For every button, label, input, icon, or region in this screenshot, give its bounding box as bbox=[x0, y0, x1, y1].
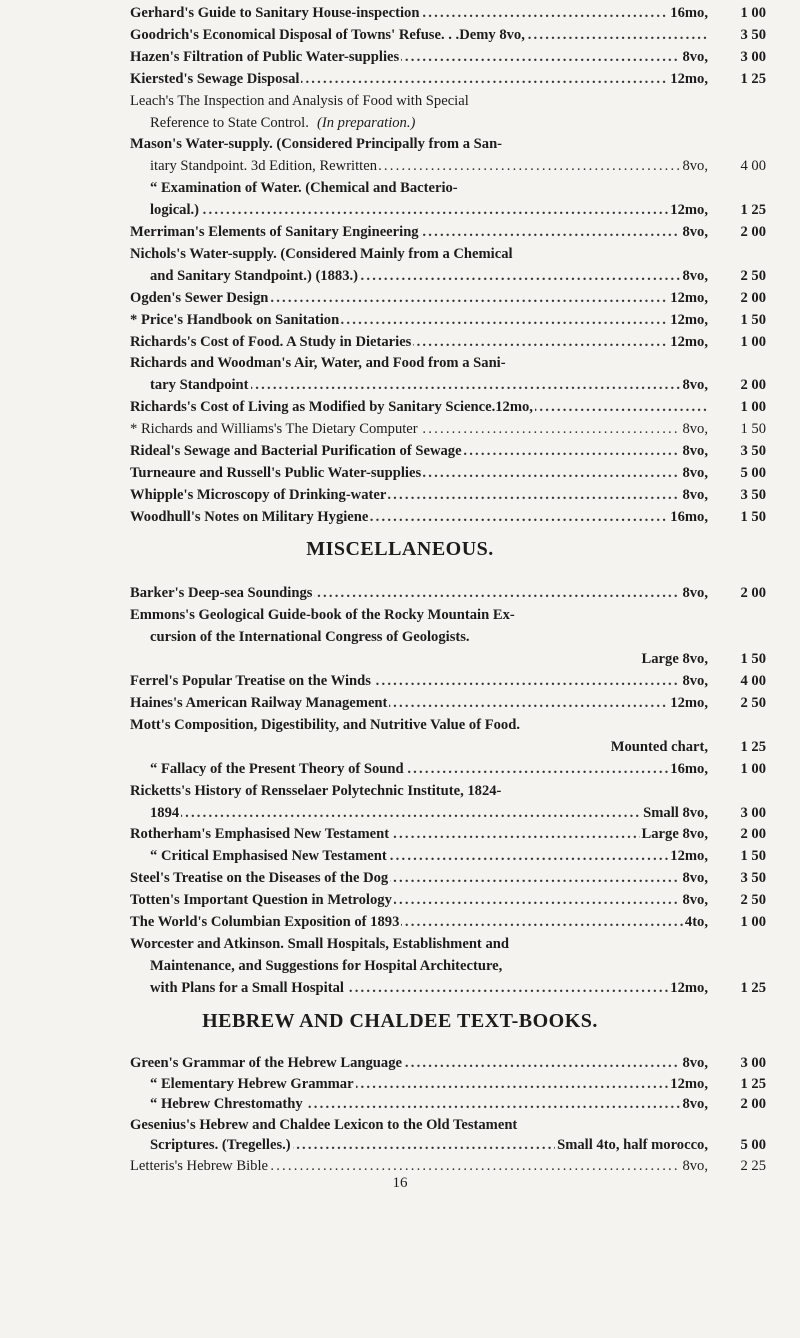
entry-title: itary Standpoint. 3d Edition, Rewritten bbox=[150, 155, 379, 177]
entry-price: 1 50 bbox=[740, 848, 766, 865]
entry-title: logical.) bbox=[150, 199, 201, 221]
catalog-entry bbox=[150, 374, 766, 396]
entry-title: * Price's Handbook on Sanitation bbox=[130, 309, 341, 331]
entry-format: Large 8vo, bbox=[640, 823, 708, 845]
entry-title: 1894 bbox=[150, 802, 181, 824]
entry-price: 5 00 bbox=[740, 464, 766, 481]
catalog-entry bbox=[130, 933, 766, 955]
dot-leader bbox=[150, 199, 708, 221]
entry-price: 1 50 bbox=[740, 508, 766, 525]
catalog-entry bbox=[150, 1134, 766, 1156]
hebrew-chaldee-heading: HEBREW AND CHALDEE TEXT-BOOKS. bbox=[202, 1010, 598, 1032]
entry-price: 4 00 bbox=[740, 158, 766, 175]
catalog-entry bbox=[130, 670, 766, 692]
entry-price: 1 00 bbox=[740, 914, 766, 931]
entry-format: 8vo, bbox=[680, 155, 708, 177]
entry-format: 12mo, bbox=[668, 309, 708, 331]
catalog-entry bbox=[130, 396, 766, 418]
entry-format: 12mo, bbox=[668, 692, 708, 714]
entry-price: 2 00 bbox=[740, 1096, 766, 1112]
entry-price: 5 00 bbox=[740, 1137, 766, 1153]
catalog-entry bbox=[130, 484, 766, 506]
entry-format: 8vo, bbox=[680, 1155, 708, 1177]
catalog-entry bbox=[130, 90, 766, 112]
entry-format: 8vo, bbox=[680, 867, 708, 889]
entry-title: Green's Grammar of the Hebrew Language bbox=[130, 1052, 404, 1074]
entry-title: Mason's Water-supply. (Considered Principally from a San- bbox=[130, 133, 504, 155]
catalog-entry bbox=[130, 68, 766, 90]
catalog-entry bbox=[130, 1114, 766, 1136]
entry-price: 1 25 bbox=[740, 70, 766, 87]
entry-title: Steel's Treatise on the Diseases of the Dog bbox=[130, 867, 390, 889]
entry-format: 8vo, bbox=[680, 440, 708, 462]
entry-format: 8vo, bbox=[680, 374, 708, 396]
entry-price: 2 00 bbox=[740, 585, 766, 601]
entry-format: 8vo, bbox=[680, 889, 708, 911]
catalog-entry bbox=[130, 736, 766, 758]
catalog-entry bbox=[130, 133, 766, 155]
page-number: 16 bbox=[392, 1175, 408, 1191]
catalog-entry bbox=[130, 331, 766, 353]
entry-price: 3 00 bbox=[740, 48, 766, 65]
entry-format: 8vo, bbox=[680, 1052, 708, 1074]
catalog-entry bbox=[130, 462, 766, 484]
entry-title: Gerhard's Guide to Sanitary House-inspection bbox=[130, 2, 421, 24]
entry-price: 1 00 bbox=[740, 5, 766, 21]
catalog-entry bbox=[130, 867, 766, 889]
catalog-entry bbox=[130, 243, 766, 265]
entry-price: 2 50 bbox=[740, 267, 766, 284]
catalog-entry bbox=[150, 155, 766, 177]
entry-title: “ Fallacy of the Present Theory of Sound bbox=[150, 758, 406, 780]
entry-price: 2 50 bbox=[740, 694, 766, 711]
entry-title: Reference to State Control. bbox=[150, 112, 311, 134]
catalog-entry bbox=[150, 265, 766, 287]
entry-title: “ Hebrew Chrestomathy bbox=[150, 1093, 305, 1115]
entry-price: 1 00 bbox=[740, 760, 766, 777]
entry-format: Small 4to, half morocco, bbox=[555, 1134, 708, 1156]
catalog-entry bbox=[130, 582, 766, 604]
entry-title: Leach's The Inspection and Analysis of Food with Special bbox=[130, 90, 471, 112]
entry-format: 8vo, bbox=[680, 484, 708, 506]
entry-title: Goodrich's Economical Disposal of Towns' Refuse. . .Demy 8vo, bbox=[130, 24, 527, 46]
entry-title: with Plans for a Small Hospital bbox=[150, 977, 346, 999]
entry-title: tary Standpoint bbox=[150, 374, 251, 396]
catalog-entry bbox=[130, 780, 766, 802]
catalog-entry bbox=[150, 1073, 766, 1095]
dot-leader bbox=[150, 802, 708, 824]
entry-price: 2 00 bbox=[740, 224, 766, 240]
entry-price: 1 50 bbox=[740, 421, 766, 438]
entry-price: 1 25 bbox=[740, 980, 766, 997]
entry-format: Large 8vo, bbox=[642, 648, 708, 670]
entry-title: Ricketts's History of Rensselaer Polytechnic Institute, 1824- bbox=[130, 780, 503, 802]
entry-format: 8vo, bbox=[680, 582, 708, 604]
catalog-entry bbox=[130, 46, 766, 68]
entry-title: Haines's American Railway Management bbox=[130, 692, 389, 714]
catalog-entry bbox=[150, 758, 766, 780]
catalog-entry bbox=[130, 823, 766, 845]
entry-price: 1 25 bbox=[740, 738, 766, 755]
entry-format: 12mo, bbox=[668, 1073, 708, 1095]
entry-price: 2 50 bbox=[740, 892, 766, 909]
entry-format: 8vo, bbox=[680, 670, 708, 692]
catalog-entry bbox=[130, 221, 766, 243]
entry-format: Mounted chart, bbox=[611, 736, 708, 758]
entry-price: 1 25 bbox=[740, 1075, 766, 1092]
entry-title: Emmons's Geological Guide-book of the Rocky Mountain Ex- bbox=[130, 604, 517, 626]
catalog-entry bbox=[130, 692, 766, 714]
entry-format: 12mo, bbox=[668, 68, 708, 90]
catalog-entry bbox=[130, 1052, 766, 1074]
entry-price: 3 50 bbox=[740, 26, 766, 43]
catalog-entry bbox=[130, 714, 766, 736]
catalog-entry bbox=[150, 977, 766, 999]
catalog-entry bbox=[150, 177, 766, 199]
entry-format: 12mo, bbox=[668, 331, 708, 353]
entry-title: Whipple's Microscopy of Drinking-water bbox=[130, 484, 388, 506]
entry-price: 1 50 bbox=[740, 650, 766, 667]
catalog-entry bbox=[130, 911, 766, 933]
entry-title: Nichols's Water-supply. (Considered Mainly from a Chemical bbox=[130, 243, 515, 265]
catalog-entry bbox=[130, 604, 766, 626]
entry-price: 2 00 bbox=[740, 377, 766, 394]
entry-title: “ Elementary Hebrew Grammar bbox=[150, 1073, 356, 1095]
entry-format: 12mo, bbox=[668, 845, 708, 867]
entry-title: “ Critical Emphasised New Testament bbox=[150, 845, 389, 867]
entry-price: 4 00 bbox=[740, 672, 766, 689]
miscellaneous-heading: MISCELLANEOUS. bbox=[306, 538, 494, 560]
catalog-entry bbox=[150, 845, 766, 867]
entry-price: 3 50 bbox=[740, 486, 766, 503]
catalog-entry bbox=[150, 112, 766, 134]
catalog-entry bbox=[130, 440, 766, 462]
entry-title: Maintenance, and Suggestions for Hospital Architecture, bbox=[150, 955, 504, 977]
catalog-entry bbox=[130, 352, 766, 374]
catalog-entry bbox=[130, 418, 766, 440]
entry-title: Rideal's Sewage and Bacterial Purification of Sewage bbox=[130, 440, 464, 462]
entry-title: Turneaure and Russell's Public Water-supplies bbox=[130, 462, 423, 484]
entry-price: 3 50 bbox=[740, 443, 766, 459]
entry-title: Totten's Important Question in Metrology bbox=[130, 889, 394, 911]
entry-title: Merriman's Elements of Sanitary Engineering bbox=[130, 221, 421, 243]
entry-title: Scriptures. (Tregelles.) bbox=[150, 1134, 293, 1156]
entry-title: Hazen's Filtration of Public Water-supplies bbox=[130, 46, 401, 68]
catalog-entry bbox=[130, 1155, 766, 1177]
catalog-entry bbox=[150, 626, 766, 648]
entry-format: 8vo, bbox=[680, 265, 708, 287]
entry-price: 2 25 bbox=[740, 1157, 766, 1174]
catalog-entry bbox=[150, 955, 766, 977]
entry-price: 2 00 bbox=[740, 289, 766, 306]
entry-note: (In preparation.) bbox=[317, 114, 416, 131]
entry-title: “ Examination of Water. (Chemical and Bacterio- bbox=[150, 177, 460, 199]
entry-format: 16mo, bbox=[668, 758, 708, 780]
entry-title: Worcester and Atkinson. Small Hospitals, Establishment and bbox=[130, 933, 511, 955]
entry-format: 8vo, bbox=[680, 418, 708, 440]
entry-format: 8vo, bbox=[680, 1093, 708, 1115]
catalog-entry bbox=[150, 802, 766, 824]
catalog-entry bbox=[130, 506, 766, 528]
entry-title: Richards's Cost of Food. A Study in Dietaries bbox=[130, 331, 413, 353]
entry-title: cursion of the International Congress of Geologists. bbox=[150, 626, 472, 648]
entry-title: Richards's Cost of Living as Modified by Sanitary Science.12mo, bbox=[130, 396, 535, 418]
entry-title: Barker's Deep-sea Soundings bbox=[130, 582, 314, 604]
catalog-entry bbox=[150, 199, 766, 221]
entry-title: Letteris's Hebrew Bible bbox=[130, 1155, 270, 1177]
entry-format: 12mo, bbox=[668, 199, 708, 221]
catalog-entry bbox=[130, 889, 766, 911]
entry-format: Small 8vo, bbox=[641, 802, 708, 824]
entry-title: Woodhull's Notes on Military Hygiene bbox=[130, 506, 370, 528]
entry-price: 1 25 bbox=[740, 202, 766, 219]
catalog-entry bbox=[130, 287, 766, 309]
catalog-entry bbox=[150, 1093, 766, 1115]
entry-format: 4to, bbox=[683, 911, 708, 933]
entry-title: * Richards and Williams's The Dietary Computer bbox=[130, 418, 420, 440]
entry-title: Mott's Composition, Digestibility, and Nutritive Value of Food. bbox=[130, 714, 522, 736]
entry-price: 1 00 bbox=[740, 399, 766, 416]
entry-price: 3 00 bbox=[740, 804, 766, 821]
entry-title: Kiersted's Sewage Disposal bbox=[130, 68, 301, 90]
entry-format: 12mo, bbox=[668, 977, 708, 999]
entry-format: 12mo, bbox=[668, 287, 708, 309]
entry-format: 8vo, bbox=[680, 46, 708, 68]
entry-title: Rotherham's Emphasised New Testament bbox=[130, 823, 391, 845]
entry-price: 1 50 bbox=[740, 311, 766, 328]
entry-price: 2 00 bbox=[740, 826, 766, 843]
entry-title: Ogden's Sewer Design bbox=[130, 287, 270, 309]
entry-title: Gesenius's Hebrew and Chaldee Lexicon to the Old Testament bbox=[130, 1114, 519, 1136]
entry-price: 1 00 bbox=[740, 333, 766, 350]
entry-format: 8vo, bbox=[680, 221, 708, 243]
catalog-entry bbox=[130, 648, 766, 670]
entry-format: 16mo, bbox=[668, 2, 708, 24]
entry-title: and Sanitary Standpoint.) (1883.) bbox=[150, 265, 360, 287]
catalog-entry bbox=[130, 24, 766, 46]
entry-format: 8vo, bbox=[680, 462, 708, 484]
entry-format: 16mo, bbox=[668, 506, 708, 528]
catalog-entry bbox=[130, 2, 766, 24]
entry-price: 3 00 bbox=[740, 1055, 766, 1071]
catalog-entry bbox=[130, 309, 766, 331]
entry-title: Richards and Woodman's Air, Water, and Food from a Sani- bbox=[130, 352, 508, 374]
entry-title: Ferrel's Popular Treatise on the Winds bbox=[130, 670, 373, 692]
entry-price: 3 50 bbox=[740, 870, 766, 887]
entry-title: The World's Columbian Exposition of 1893 bbox=[130, 911, 401, 933]
